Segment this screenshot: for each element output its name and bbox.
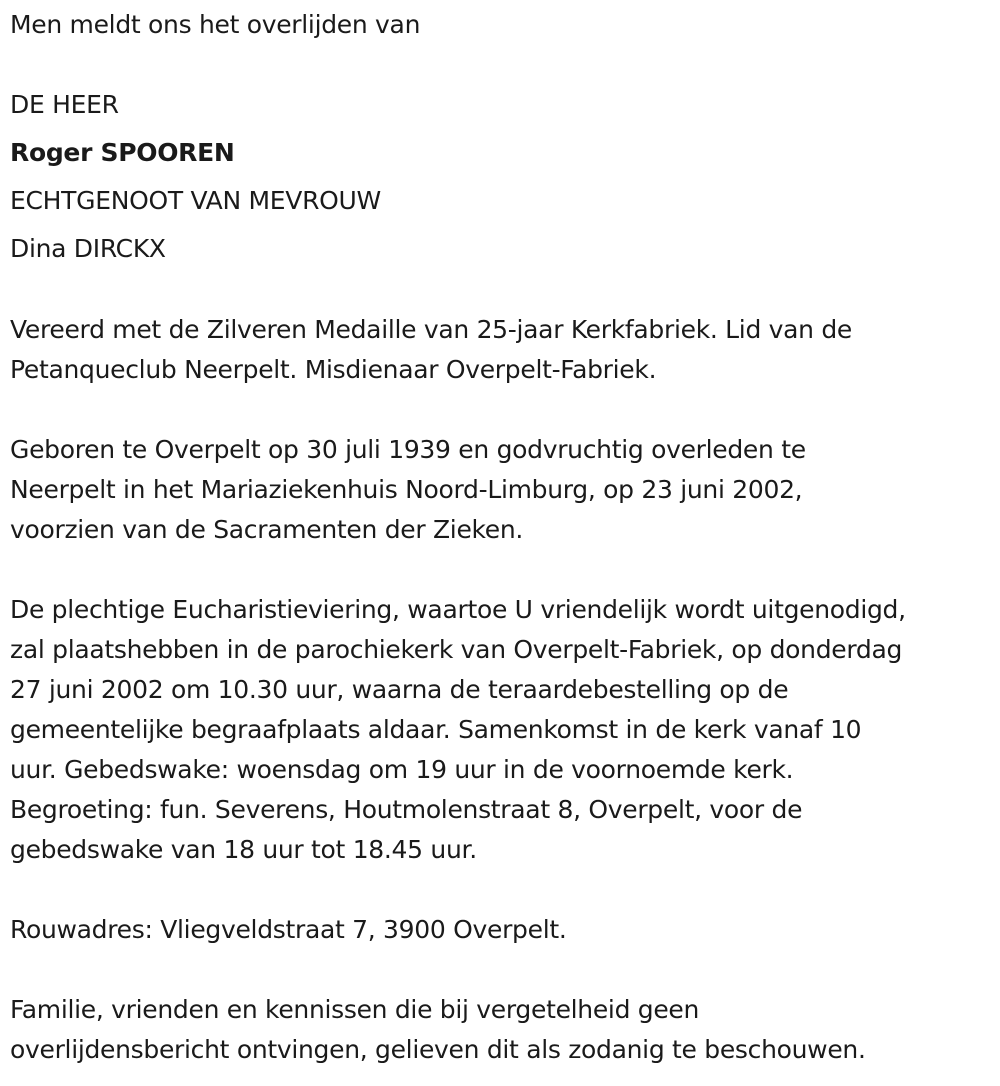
honors-line: Petanqueclub Neerpelt. Misdienaar Overpelt-Fabriek. bbox=[10, 355, 657, 384]
honorific-title: DE HEER bbox=[10, 90, 119, 119]
funeral-line: zal plaatshebben in de parochiekerk van Overpelt-Fabriek, op donderdag bbox=[10, 635, 903, 664]
funeral-line: gemeentelijke begraafplaats aldaar. Samenkomst in de kerk vanaf 10 bbox=[10, 715, 862, 744]
funeral-line: Begroeting: fun. Severens, Houtmolenstraat 8, Overpelt, voor de bbox=[10, 795, 803, 824]
funeral-line: uur. Gebedswake: woensdag om 19 uur in de voornoemde kerk. bbox=[10, 755, 794, 784]
spacer bbox=[10, 281, 1000, 314]
birth-death-line: voorzien van de Sacramenten der Zieken. bbox=[10, 515, 524, 544]
funeral-line: gebedswake van 18 uur tot 18.45 uur. bbox=[10, 835, 477, 864]
funeral-line: 27 juni 2002 om 10.30 uur, waarna de teraardebestelling op de bbox=[10, 675, 789, 704]
honors-line: Vereerd met de Zilveren Medaille van 25-jaar Kerkfabriek. Lid van de bbox=[10, 315, 853, 344]
birth-death-line: Geboren te Overpelt op 30 juli 1939 en godvruchtig overleden te bbox=[10, 435, 806, 464]
funeral-paragraph bbox=[10, 594, 1000, 874]
closing-paragraph bbox=[10, 994, 1000, 1074]
closing-line: overlijdensbericht ontvingen, gelieven dit als zodanig te beschouwen. bbox=[10, 1035, 866, 1064]
address-paragraph bbox=[10, 914, 1000, 954]
spouse-name: Dina DIRCKX bbox=[10, 234, 166, 263]
spacer bbox=[10, 394, 1000, 434]
intro-text: Men meldt ons het overlijden van bbox=[10, 10, 421, 39]
birth-death-line: Neerpelt in het Mariaziekenhuis Noord-Limburg, op 23 juni 2002, bbox=[10, 475, 803, 504]
funeral-line: De plechtige Eucharistieviering, waartoe U vriendelijk wordt uitgenodigd, bbox=[10, 595, 906, 624]
spouse-label: ECHTGENOOT VAN MEVROUW bbox=[10, 186, 381, 215]
deceased-name: Roger SPOOREN bbox=[10, 138, 235, 167]
address-line: Rouwadres: Vliegveldstraat 7, 3900 Overpelt. bbox=[10, 915, 567, 944]
closing-line: Familie, vrienden en kennissen die bij vergetelheid geen bbox=[10, 995, 700, 1024]
spacer bbox=[10, 874, 1000, 914]
spacer bbox=[10, 954, 1000, 994]
spacer bbox=[10, 554, 1000, 594]
birth-death-paragraph bbox=[10, 434, 1000, 554]
honors-paragraph bbox=[10, 314, 1000, 394]
